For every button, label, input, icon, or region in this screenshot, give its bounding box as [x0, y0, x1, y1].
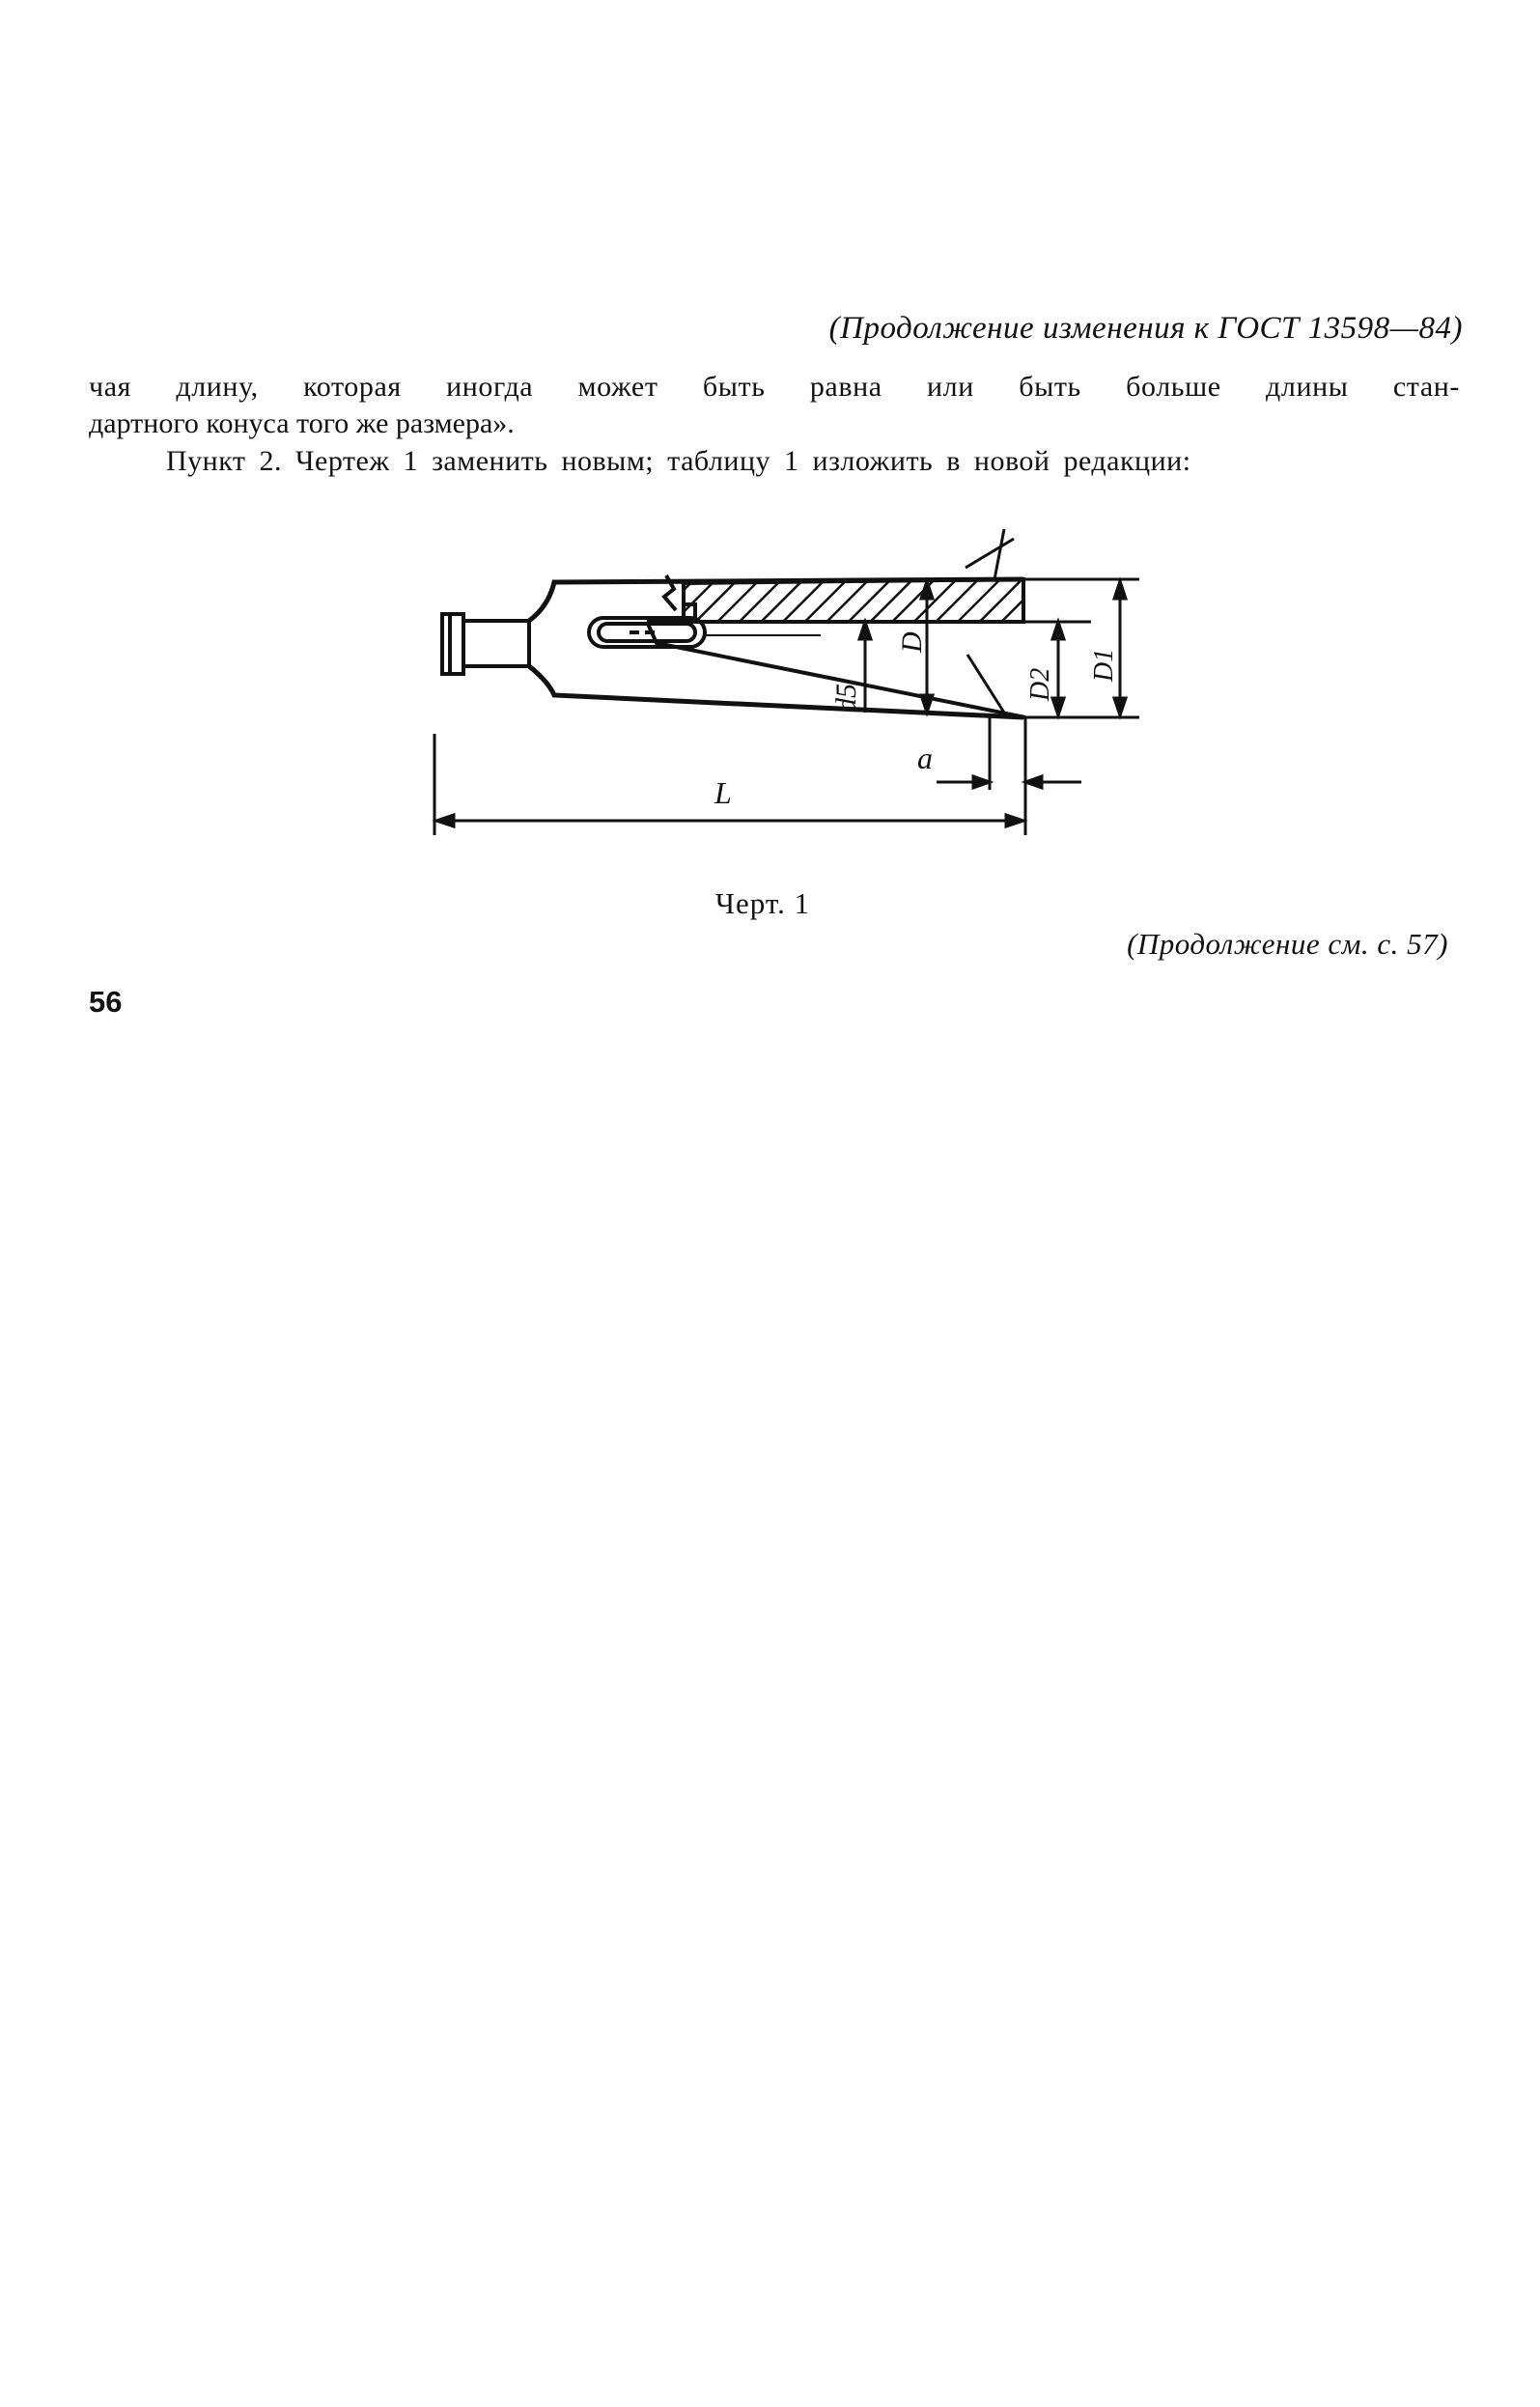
figure-caption: Черт. 1 [714, 886, 811, 920]
label-D2: D2 [1025, 667, 1055, 701]
paragraph-2: Пункт 2. Чертеж 1 заменить новым; таблицу 1 изложить в новой редакции: [166, 445, 1191, 477]
label-L: L [714, 775, 732, 810]
paragraph-1-line-1: чая длину, которая иногда может быть равна или быть больше длины стан- [89, 371, 1460, 403]
label-D1: D1 [1089, 648, 1119, 682]
continuation-header: (Продолжение изменения к ГОСТ 13598—84) [828, 311, 1463, 346]
page-number: 56 [89, 985, 123, 1019]
label-a: a [917, 741, 933, 775]
tang [442, 614, 529, 674]
label-d5: d5 [830, 684, 862, 713]
continued-note: (Продолжение см. с. 57) [1127, 927, 1448, 961]
label-D: D [896, 631, 928, 653]
paragraph-1-line-2: дартного конуса того же размера». [89, 407, 515, 439]
hatched-section [684, 579, 1023, 622]
length-dimension [425, 734, 1043, 840]
